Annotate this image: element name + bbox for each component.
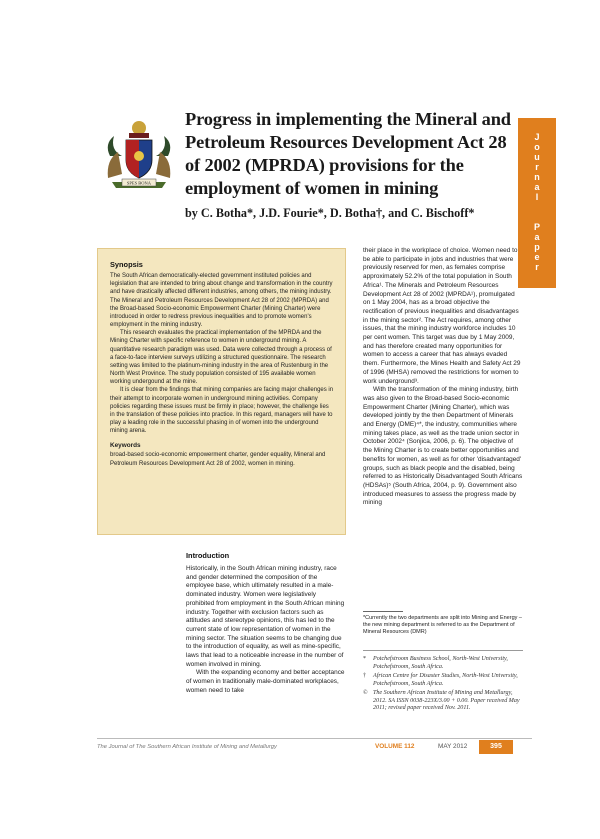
introduction-heading: Introduction	[186, 551, 230, 560]
affiliations	[363, 656, 523, 714]
affiliation-item	[363, 690, 523, 713]
tab-letter: n	[534, 172, 540, 182]
synopsis-paragraph: This research evaluates the practical implementation of the MPRDA and the Mining Charter with specific reference to women in underground mining. A quantitative research paradigm was used. Data were collected through a process of a face-to-face interview surveys utilizing a structured questionnaire. The research setting was limited to the platinum-mining industry in the area of Rustenburg in the North West Province. The study population consisted of 195 available women working undergound at the mine.	[110, 330, 332, 386]
affiliations-divider	[363, 650, 523, 651]
affiliation-text: Potchefstroom Business School, North-West University, Potchefstroom, South Africa.	[373, 656, 508, 670]
tab-letter: P	[533, 222, 540, 232]
crest-motto: SPES BONA	[126, 180, 152, 186]
body-paragraph: their place in the workplace of choice. Women need to be able to participate in jobs and industries that were previously reserved for men, as females comprise approximately 52.2% of the total population in South Africa¹. The Minerals and Petroleum Resources Development Act 28 of 2002 (MPRDA¹), promulgated on 1 May 2004, has as a broad objective the rectification of previous inequalities and disadvantages in the mining sector². The Act requires, among other issues, that the mining industry workforce includes 10 per cent women. This target was due by 1 May 2009, and has therefore created many opportunities for women to access a career that has always evaded them. Furthermore, the Mines Health and Safety Act 29 of 1996 (MHSA) removed the restrictions for women to work underground³.	[363, 247, 521, 385]
footnote: *Currently the two departments are split into Mining and Energy – the new mining department is referred to as the Department of Mineral Resources (DMR)	[363, 615, 522, 635]
affiliation-item	[363, 673, 523, 688]
body-paragraph: Historically, in the South African mining industry, race and gender determined the composition of the employee base, which ultimately resulted in a male-dominated industry. Women were legislatively prohibited from employment in the South African mining industry. Together with exclusion factors such as attitudes and stereotype opinions, this has led to the current state of low representation of women in the mining sector. The situation seems to be changing due to the introduction of equality, as well as mine-specific, laws that lead to a noticeable increase in the number of women involved in mining.	[186, 565, 345, 668]
affiliation-text: The Southern African Institute of Mining and Metallurgy, 2012. SA ISSN 0038-223X/3.00 + 0.00. Paper received May 2011; revised paper received Nov. 2011.	[373, 689, 520, 712]
synopsis-paragraph: The South African democratically-elected government instituted policies and legislation that are intended to bring about change and transformation in the country and have drastically affected different industries, among others, the mining industry. The Mineral and Petroleum Resources Development Act 28 of 2002 (MPRDA) and the Broad-based Socio-economic Empowerment Charter (Mining Charter) were introduced in order to redress previous inequalities and to promote women's employment in the mining industry.	[110, 273, 333, 329]
affiliation-mark: ©	[363, 689, 368, 696]
synopsis-heading: Synopsis	[110, 260, 143, 269]
affiliation-item	[363, 656, 523, 671]
affiliation-mark: †	[363, 672, 367, 679]
tab-letter: r	[535, 262, 539, 272]
body-paragraph: With the transformation of the mining industry, birth was also given to the Broad-based Socio-economic Empowerment Charter (Mining Charter), which was developed jointly by the then Department of Minerals and Energy (DME)⁴*, the industry, communities where mining takes place, as well as the trade union sector in October 2002⁴ (Sonjica, 2006, p. 6). The objective of the Mining Charter is to create better opportunities and benefits for women, as well as for other 'disadvantaged' groups, such as black people and the disabled, being referred to as Historically Disadvantaged South Africans (HDSAs)⁵ (South Africa, 2004, p. 9). Government also introduced measures to assess the progress made by mining	[363, 386, 523, 507]
footnote-divider	[363, 611, 403, 612]
tab-letter: o	[534, 142, 540, 152]
tab-letter: l	[535, 192, 539, 202]
title-block	[185, 108, 515, 221]
tab-letter: u	[534, 152, 540, 162]
coat-of-arms-logo	[100, 116, 178, 194]
journal-paper-tab	[518, 118, 556, 288]
tab-letter: r	[535, 162, 539, 172]
keywords-heading: Keywords	[110, 442, 141, 450]
page-number: 395	[479, 740, 513, 754]
affiliation-text: African Centre for Disaster Studies, North-West University, Potchefstroom, South Africa.	[373, 672, 518, 687]
synopsis-box	[97, 248, 346, 535]
body-paragraph: With the expanding economy and better acceptance of women in traditionally male-dominated workplaces, women need to take	[186, 669, 345, 694]
tab-letter: p	[534, 242, 540, 252]
tab-letter: a	[534, 232, 540, 242]
footer-date: MAY 2012	[438, 743, 468, 750]
footer-divider	[97, 738, 532, 739]
tab-letter: a	[534, 182, 540, 192]
right-column	[363, 247, 523, 508]
article-authors: by C. Botha*, J.D. Fourie*, D. Botha†, and C. Bischoff*	[185, 206, 475, 220]
introduction-section	[186, 551, 346, 696]
affiliation-mark: *	[363, 656, 367, 662]
keywords-text: broad-based socio-economic empowerment charter, gender equality, Mineral and Petroleum Resources Development Act 28 of 2002, women in mining.	[110, 452, 326, 467]
tab-letter: e	[534, 252, 540, 262]
tab-letter: J	[534, 132, 540, 142]
synopsis-paragraph: It is clear from the findings that mining companies are facing major challenges in their attempt to incorporate women in underground mining activities. Company policies regarding these issues must be firmly in place; however, the challenge lies in the translation of these policies into practice. In this regard, managers will have to play a leading role in the successful phasing in of women into the underground mining arena.	[110, 387, 334, 435]
footer-volume: VOLUME 112	[375, 743, 415, 750]
article-title: Progress in implementing the Mineral and Petroleum Resources Development Act 28 of 2002 (MPRDA) provisions for the employment of women in mining	[185, 109, 511, 198]
footer-journal-name: The Journal of The Southern African Institute of Mining and Metallurgy	[97, 744, 277, 750]
